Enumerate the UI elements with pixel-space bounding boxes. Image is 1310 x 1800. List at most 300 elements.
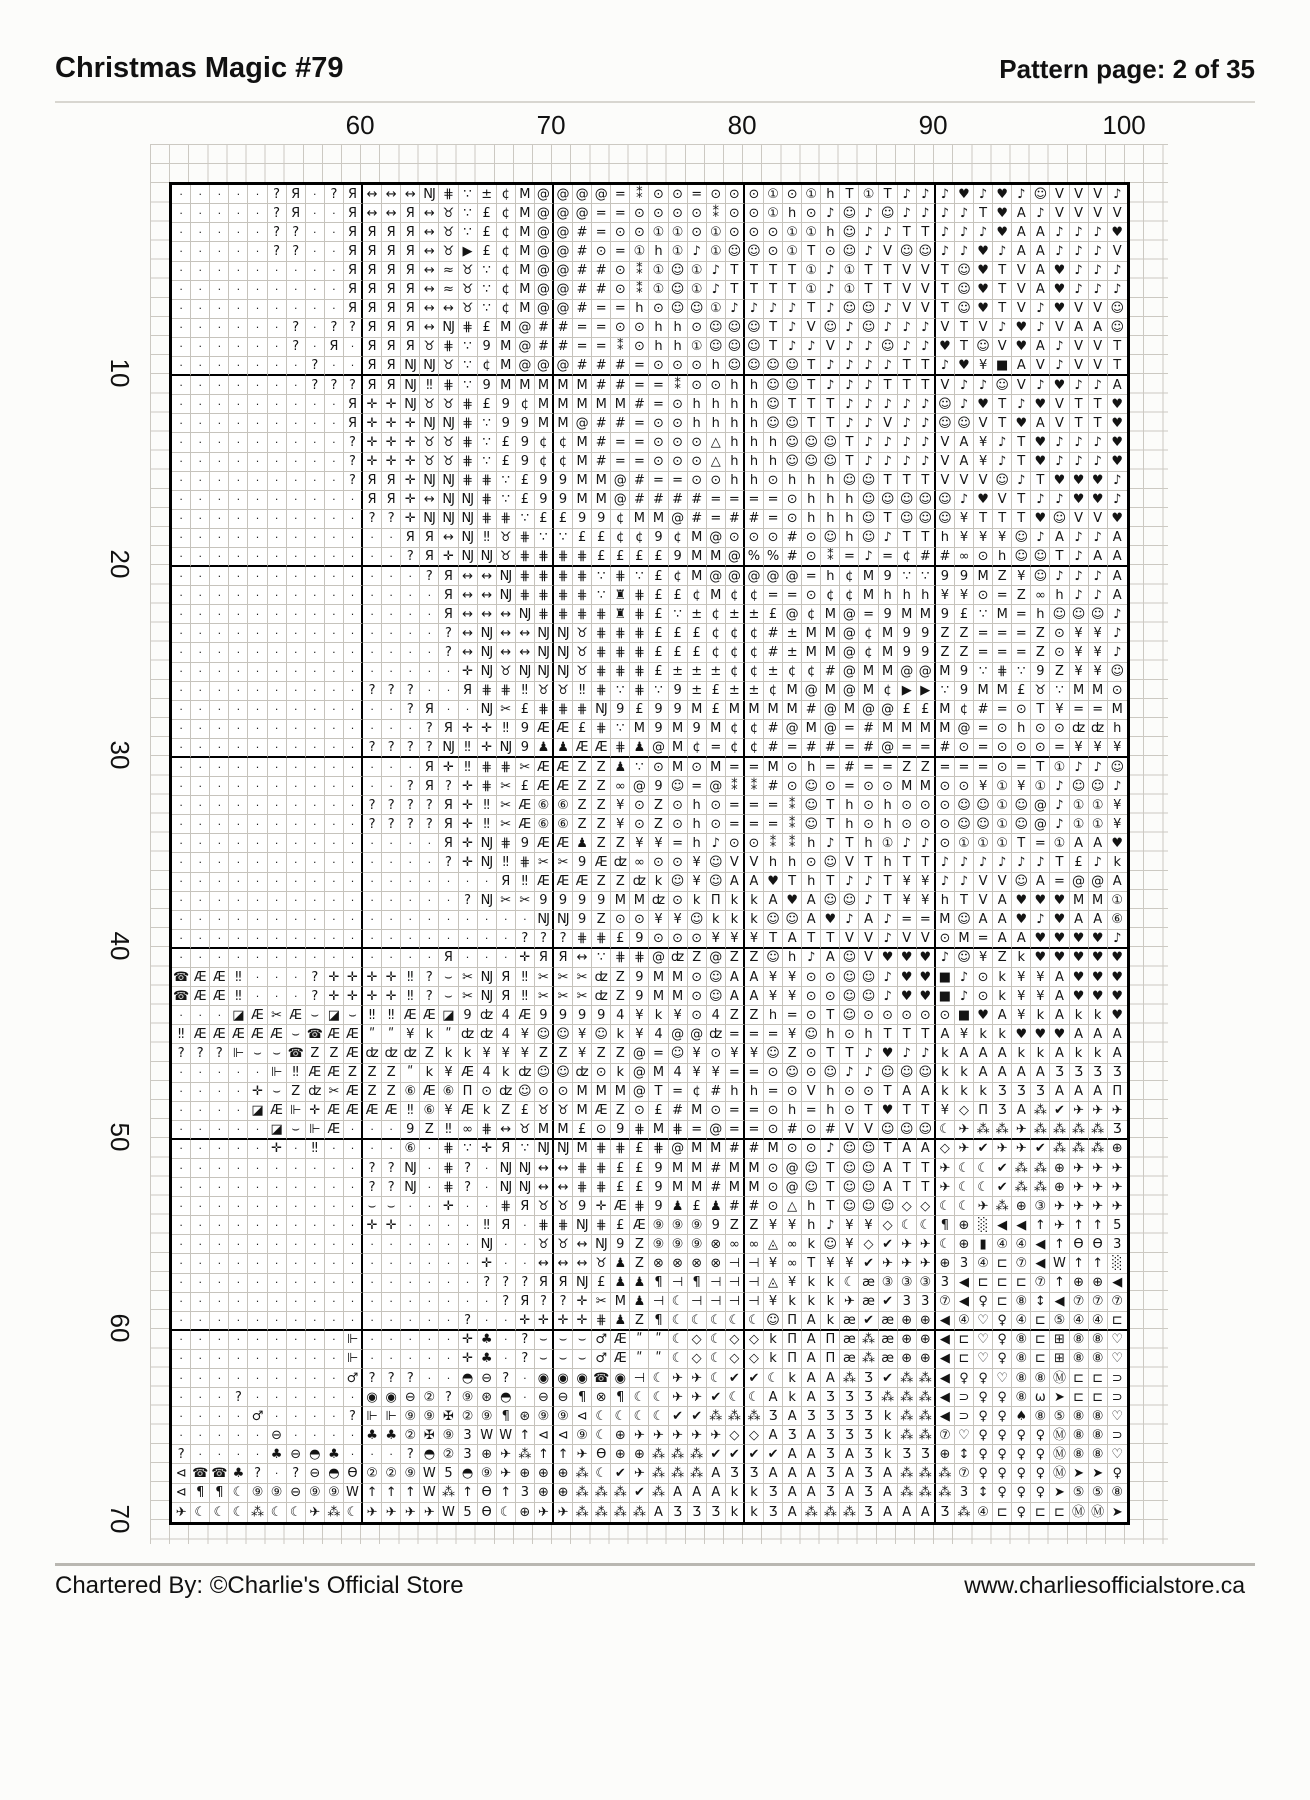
stitch-cell: · (248, 1293, 267, 1312)
stitch-cell: ☺ (669, 281, 688, 300)
stitch-cell: ♪ (879, 319, 898, 338)
stitch-cell: · (172, 300, 191, 319)
stitch-cell: ⊖ (306, 1464, 325, 1483)
stitch-cell: V (1050, 414, 1069, 433)
stitch-cell: Я (382, 262, 401, 281)
stitch-cell: ☾ (764, 1369, 783, 1388)
stitch-cell: ☺ (879, 1197, 898, 1216)
stitch-cell: = (783, 739, 802, 758)
stitch-cell: ⊙ (688, 472, 707, 491)
stitch-cell: T (726, 281, 745, 300)
stitch-cell: ⁂ (707, 1407, 726, 1426)
stitch-cell: ↑ (1050, 1274, 1069, 1293)
stitch-cell: · (439, 873, 458, 892)
stitch-cell: Ǌ (478, 834, 497, 853)
stitch-cell: ¥ (974, 453, 993, 472)
stitch-cell: ♥ (917, 968, 936, 987)
stitch-cell: · (401, 758, 420, 777)
stitch-cell: ⊙ (688, 1006, 707, 1025)
stitch-cell: ʣ (669, 949, 688, 968)
stitch-cell: ④ (993, 1235, 1012, 1254)
stitch-cell: A (802, 1388, 821, 1407)
stitch-cell: ⊙ (707, 472, 726, 491)
stitch-cell: ¢ (726, 663, 745, 682)
stitch-cell: Æ (611, 1197, 630, 1216)
stitch-cell: 3 (516, 1484, 535, 1503)
stitch-cell: ⊏ (1012, 1274, 1031, 1293)
stitch-cell: M (707, 1140, 726, 1159)
stitch-cell: ⁂ (802, 1503, 821, 1522)
stitch-cell: M (917, 720, 936, 739)
stitch-cell: A (898, 1140, 917, 1159)
stitch-cell: V (1070, 204, 1089, 223)
stitch-cell: £ (707, 682, 726, 701)
stitch-cell: £ (649, 548, 668, 567)
stitch-cell: · (172, 1064, 191, 1083)
stitch-cell: ¥ (1012, 777, 1031, 796)
stitch-cell: T (1031, 701, 1050, 720)
stitch-cell: ☺ (898, 1064, 917, 1083)
stitch-cell: · (420, 1369, 439, 1388)
stitch-cell: ☎ (210, 1464, 229, 1483)
stitch-cell: Ǌ (535, 663, 554, 682)
stitch-cell: ✈ (955, 1140, 974, 1159)
stitch-cell: M (669, 720, 688, 739)
stitch-cell: · (344, 510, 363, 529)
stitch-cell: · (172, 1197, 191, 1216)
stitch-cell: # (859, 720, 878, 739)
stitch-cell: ↔ (420, 204, 439, 223)
stitch-cell: ⋕ (535, 701, 554, 720)
stitch-cell: ♪ (821, 281, 840, 300)
stitch-cell: ✂ (268, 1006, 287, 1025)
stitch-cell: ⊙ (821, 968, 840, 987)
stitch-cell: ♀ (974, 1369, 993, 1388)
stitch-cell: · (401, 643, 420, 662)
stitch-cell: Ⓜ (1050, 1464, 1069, 1483)
stitch-cell: T (898, 1025, 917, 1044)
stitch-cell: · (344, 1388, 363, 1407)
stitch-cell: ♪ (1070, 548, 1089, 567)
stitch-cell: ⊙ (592, 1121, 611, 1140)
stitch-cell: · (344, 758, 363, 777)
stitch-cell: # (573, 281, 592, 300)
stitch-cell: ♥ (993, 223, 1012, 242)
stitch-cell: · (363, 1312, 382, 1331)
stitch-cell: ¢ (726, 720, 745, 739)
stitch-cell: ⑧ (1031, 1407, 1050, 1426)
stitch-cell: h (840, 796, 859, 815)
stitch-cell: V (840, 1121, 859, 1140)
stitch-cell: ☺ (1050, 605, 1069, 624)
stitch-cell: Z (382, 1083, 401, 1102)
stitch-cell: Я (363, 300, 382, 319)
stitch-cell: · (191, 433, 210, 452)
stitch-cell: ♀ (974, 1426, 993, 1445)
stitch-cell: ¢ (745, 586, 764, 605)
stitch-cell: ⊙ (1031, 739, 1050, 758)
stitch-cell: h (726, 1083, 745, 1102)
stitch-cell: £ (649, 567, 668, 586)
stitch-cell: ☾ (669, 1312, 688, 1331)
stitch-cell: Æ (344, 1083, 363, 1102)
stitch-cell: · (172, 453, 191, 472)
stitch-cell: ① (707, 223, 726, 242)
stitch-cell: ⁑ (764, 834, 783, 853)
stitch-cell: h (879, 853, 898, 872)
stitch-cell: @ (707, 1121, 726, 1140)
stitch-cell: £ (478, 319, 497, 338)
stitch-cell: ♪ (993, 853, 1012, 872)
stitch-cell: · (191, 682, 210, 701)
stitch-cell: · (229, 1254, 248, 1273)
stitch-cell: ⊃ (955, 1388, 974, 1407)
stitch-cell: ⊙ (783, 491, 802, 510)
stitch-cell: = (859, 605, 878, 624)
stitch-cell: @ (573, 414, 592, 433)
stitch-cell: ¥ (974, 357, 993, 376)
stitch-cell: · (287, 414, 306, 433)
stitch-cell: ♥ (1050, 300, 1069, 319)
stitch-cell: ? (439, 777, 458, 796)
stitch-cell: k (1070, 1044, 1089, 1063)
stitch-cell: ♪ (1070, 433, 1089, 452)
stitch-cell: ♪ (1050, 242, 1069, 261)
stitch-cell: · (363, 892, 382, 911)
stitch-cell: ? (497, 1293, 516, 1312)
stitch-cell: ◇ (745, 1331, 764, 1350)
stitch-cell: @ (688, 1025, 707, 1044)
stitch-cell: ⋕ (592, 663, 611, 682)
stitch-cell: Ʒ (1050, 1064, 1069, 1083)
stitch-cell: ☺ (783, 433, 802, 452)
stitch-cell: · (344, 491, 363, 510)
stitch-cell: · (306, 1254, 325, 1273)
stitch-cell: ⊙ (764, 1102, 783, 1121)
stitch-cell: ♪ (993, 453, 1012, 472)
stitch-cell: ♪ (1089, 376, 1108, 395)
stitch-cell: ⊗ (649, 1254, 668, 1273)
stitch-cell: @ (535, 204, 554, 223)
stitch-cell: T (898, 357, 917, 376)
stitch-cell: ⑧ (1012, 1369, 1031, 1388)
stitch-cell: M (669, 987, 688, 1006)
stitch-cell: · (306, 510, 325, 529)
stitch-cell: Æ (210, 1025, 229, 1044)
stitch-cell: Я (382, 491, 401, 510)
stitch-cell: ¢ (688, 586, 707, 605)
stitch-cell: ¥ (439, 1064, 458, 1083)
stitch-cell: h (669, 338, 688, 357)
stitch-cell: ⋕ (554, 586, 573, 605)
stitch-cell: V (917, 930, 936, 949)
stitch-cell: T (955, 892, 974, 911)
stitch-cell: · (516, 1235, 535, 1254)
stitch-cell: @ (535, 300, 554, 319)
stitch-cell: ♪ (840, 357, 859, 376)
stitch-cell: h (821, 1083, 840, 1102)
stitch-cell: Æ (554, 720, 573, 739)
stitch-cell: · (287, 987, 306, 1006)
stitch-cell: ⁂ (840, 1369, 859, 1388)
stitch-cell: ☺ (936, 491, 955, 510)
stitch-cell: · (172, 1254, 191, 1273)
stitch-cell: ↔ (573, 1254, 592, 1273)
stitch-cell: Ʒ (688, 1503, 707, 1522)
stitch-cell: M (974, 567, 993, 586)
stitch-cell: ♀ (974, 1388, 993, 1407)
stitch-cell: ⁂ (993, 1121, 1012, 1140)
stitch-cell: · (229, 1274, 248, 1293)
stitch-cell: Ʒ (821, 1407, 840, 1426)
stitch-cell: M (764, 701, 783, 720)
stitch-cell: Ǌ (592, 1235, 611, 1254)
stitch-cell: 9 (478, 376, 497, 395)
stitch-cell: Æ (268, 1102, 287, 1121)
stitch-cell: ⊙ (879, 777, 898, 796)
stitch-cell: ① (669, 223, 688, 242)
stitch-cell: ↔ (554, 1254, 573, 1273)
stitch-cell: ♥ (1050, 472, 1069, 491)
stitch-cell: · (420, 586, 439, 605)
stitch-cell: · (229, 548, 248, 567)
stitch-cell: T (821, 930, 840, 949)
stitch-cell: ♪ (821, 376, 840, 395)
stitch-cell: M (974, 682, 993, 701)
stitch-cell: · (306, 1235, 325, 1254)
stitch-cell: · (325, 815, 344, 834)
stitch-cell: A (1031, 262, 1050, 281)
stitch-cell: · (268, 834, 287, 853)
stitch-cell: ? (382, 1159, 401, 1178)
stitch-cell: ♥ (1050, 262, 1069, 281)
stitch-cell: · (325, 1254, 344, 1273)
stitch-cell: ⊕ (554, 1464, 573, 1483)
stitch-cell: 9 (669, 548, 688, 567)
stitch-cell: 3 (955, 1484, 974, 1503)
stitch-cell: = (688, 1121, 707, 1140)
stitch-cell: 9 (516, 739, 535, 758)
stitch-cell: @ (669, 1140, 688, 1159)
stitch-cell: A (1012, 242, 1031, 261)
stitch-cell: ✈ (1070, 1159, 1089, 1178)
stitch-cell: · (210, 643, 229, 662)
stitch-cell: T (859, 281, 878, 300)
stitch-cell: ∵ (917, 567, 936, 586)
stitch-cell: h (649, 338, 668, 357)
stitch-cell: ∵ (592, 949, 611, 968)
stitch-cell: ¥ (974, 777, 993, 796)
stitch-cell: · (306, 453, 325, 472)
stitch-cell: Ǌ (478, 987, 497, 1006)
stitch-cell: ♀ (1108, 1464, 1127, 1483)
stitch-cell: M (745, 701, 764, 720)
stitch-cell: ⊕ (478, 1445, 497, 1464)
stitch-cell: ? (459, 1159, 478, 1178)
stitch-cell: ¥ (898, 873, 917, 892)
stitch-cell: @ (707, 567, 726, 586)
stitch-cell: · (172, 701, 191, 720)
stitch-cell: @ (649, 949, 668, 968)
stitch-cell: ∵ (611, 720, 630, 739)
stitch-cell: ♉ (554, 1102, 573, 1121)
stitch-cell: @ (783, 605, 802, 624)
stitch-cell: ➤ (1050, 1388, 1069, 1407)
stitch-cell: ◉ (363, 1388, 382, 1407)
stitch-cell: A (1031, 1064, 1050, 1083)
stitch-cell: ⑨ (325, 1484, 344, 1503)
stitch-cell: Æ (306, 1064, 325, 1083)
stitch-cell: ⊙ (630, 911, 649, 930)
stitch-cell: ♥ (898, 987, 917, 1006)
stitch-cell: ◓ (420, 1445, 439, 1464)
stitch-cell: h (1108, 720, 1127, 739)
stitch-cell: ⊙ (764, 242, 783, 261)
stitch-cell: k (764, 1350, 783, 1369)
stitch-cell: ♪ (1050, 338, 1069, 357)
stitch-cell: M (859, 682, 878, 701)
stitch-cell: k (936, 1083, 955, 1102)
stitch-cell: A (688, 1484, 707, 1503)
stitch-cell: · (325, 395, 344, 414)
stitch-cell: £ (630, 1140, 649, 1159)
stitch-cell: £ (497, 433, 516, 452)
stitch-cell: ☺ (955, 949, 974, 968)
stitch-cell: ¥ (688, 853, 707, 872)
stitch-cell: · (420, 834, 439, 853)
stitch-cell: k (993, 987, 1012, 1006)
stitch-cell: ✛ (248, 1083, 267, 1102)
stitch-cell: · (306, 529, 325, 548)
stitch-cell: ⊙ (802, 1044, 821, 1063)
stitch-cell: · (382, 853, 401, 872)
stitch-cell: ♪ (1050, 777, 1069, 796)
stitch-cell: ♥ (974, 281, 993, 300)
stitch-cell: ☺ (898, 510, 917, 529)
stitch-cell: · (344, 720, 363, 739)
stitch-cell: ⊕ (1050, 1178, 1069, 1197)
stitch-cell: ♪ (1070, 281, 1089, 300)
stitch-cell: ☺ (936, 510, 955, 529)
stitch-cell: ‼ (382, 1006, 401, 1025)
stitch-cell: A (707, 1484, 726, 1503)
stitch-cell: ♪ (1031, 300, 1050, 319)
stitch-cell: · (172, 663, 191, 682)
stitch-cell: · (210, 262, 229, 281)
stitch-cell: ☺ (1070, 777, 1089, 796)
stitch-cell: ¢ (802, 605, 821, 624)
stitch-cell: Я (439, 796, 458, 815)
stitch-cell: ✛ (478, 1140, 497, 1159)
stitch-cell: ? (344, 319, 363, 338)
stitch-cell: ? (516, 1331, 535, 1350)
stitch-cell: ◪ (248, 1102, 267, 1121)
stitch-cell: k (745, 911, 764, 930)
stitch-cell: Ʒ (821, 1464, 840, 1483)
stitch-cell: · (229, 586, 248, 605)
stitch-cell: ✈ (363, 1503, 382, 1522)
stitch-cell: ☺ (783, 911, 802, 930)
stitch-cell: Ⓜ (1050, 1369, 1069, 1388)
stitch-cell: ? (363, 1369, 382, 1388)
stitch-cell: ¢ (554, 433, 573, 452)
stitch-cell: 9 (917, 624, 936, 643)
stitch-cell: £ (592, 548, 611, 567)
stitch-cell: ♪ (1070, 529, 1089, 548)
stitch-cell: Ǌ (420, 185, 439, 204)
stitch-cell: · (172, 548, 191, 567)
stitch-cell: ? (401, 1445, 420, 1464)
stitch-cell: ✔ (879, 1293, 898, 1312)
stitch-cell: ? (497, 1274, 516, 1293)
stitch-cell: ⋕ (611, 624, 630, 643)
stitch-cell: £ (707, 701, 726, 720)
stitch-cell: · (420, 1159, 439, 1178)
stitch-cell: ⁑ (669, 376, 688, 395)
stitch-cell: 3 (936, 1274, 955, 1293)
stitch-cell: · (248, 453, 267, 472)
stitch-cell: ¥ (1089, 624, 1108, 643)
stitch-cell: M (554, 1121, 573, 1140)
stitch-cell: ⊙ (1108, 682, 1127, 701)
stitch-cell: ⋕ (516, 548, 535, 567)
stitch-cell: · (459, 701, 478, 720)
stitch-cell: · (210, 338, 229, 357)
stitch-cell: 9 (592, 1006, 611, 1025)
stitch-cell: · (401, 930, 420, 949)
stitch-cell: Ǌ (516, 1178, 535, 1197)
stitch-cell: ☺ (917, 1121, 936, 1140)
stitch-cell: ☾ (745, 1388, 764, 1407)
stitch-cell: Ʒ (726, 1464, 745, 1483)
stitch-cell: · (191, 892, 210, 911)
stitch-cell: @ (707, 777, 726, 796)
stitch-cell: ☺ (821, 319, 840, 338)
stitch-cell: Я (535, 949, 554, 968)
stitch-cell: ↔ (420, 319, 439, 338)
stitch-cell: ¢ (688, 1083, 707, 1102)
stitch-cell: ② (363, 1464, 382, 1483)
stitch-cell: 9 (535, 491, 554, 510)
stitch-cell: Я (497, 1140, 516, 1159)
stitch-cell: · (325, 1216, 344, 1235)
stitch-cell: # (764, 739, 783, 758)
stitch-cell: A (879, 1178, 898, 1197)
stitch-cell: T (802, 1254, 821, 1273)
stitch-cell: 9 (649, 701, 668, 720)
stitch-cell: · (287, 1331, 306, 1350)
stitch-cell: ⊣ (688, 1293, 707, 1312)
stitch-cell: ☾ (840, 1274, 859, 1293)
stitch-cell: · (210, 433, 229, 452)
stitch-cell: Ɵ (1089, 1235, 1108, 1254)
stitch-cell: # (821, 1121, 840, 1140)
stitch-cell: ⊙ (745, 529, 764, 548)
stitch-cell: ♪ (974, 223, 993, 242)
stitch-cell: · (459, 949, 478, 968)
stitch-cell: ¶ (573, 1388, 592, 1407)
stitch-cell: Æ (535, 873, 554, 892)
stitch-cell: V (1089, 338, 1108, 357)
stitch-cell: · (382, 586, 401, 605)
stitch-cell: · (191, 1121, 210, 1140)
stitch-cell: ⋕ (573, 586, 592, 605)
stitch-cell: ⋕ (573, 567, 592, 586)
stitch-cell: T (917, 1178, 936, 1197)
stitch-cell: · (478, 1159, 497, 1178)
stitch-cell: · (363, 1445, 382, 1464)
stitch-cell: # (745, 510, 764, 529)
